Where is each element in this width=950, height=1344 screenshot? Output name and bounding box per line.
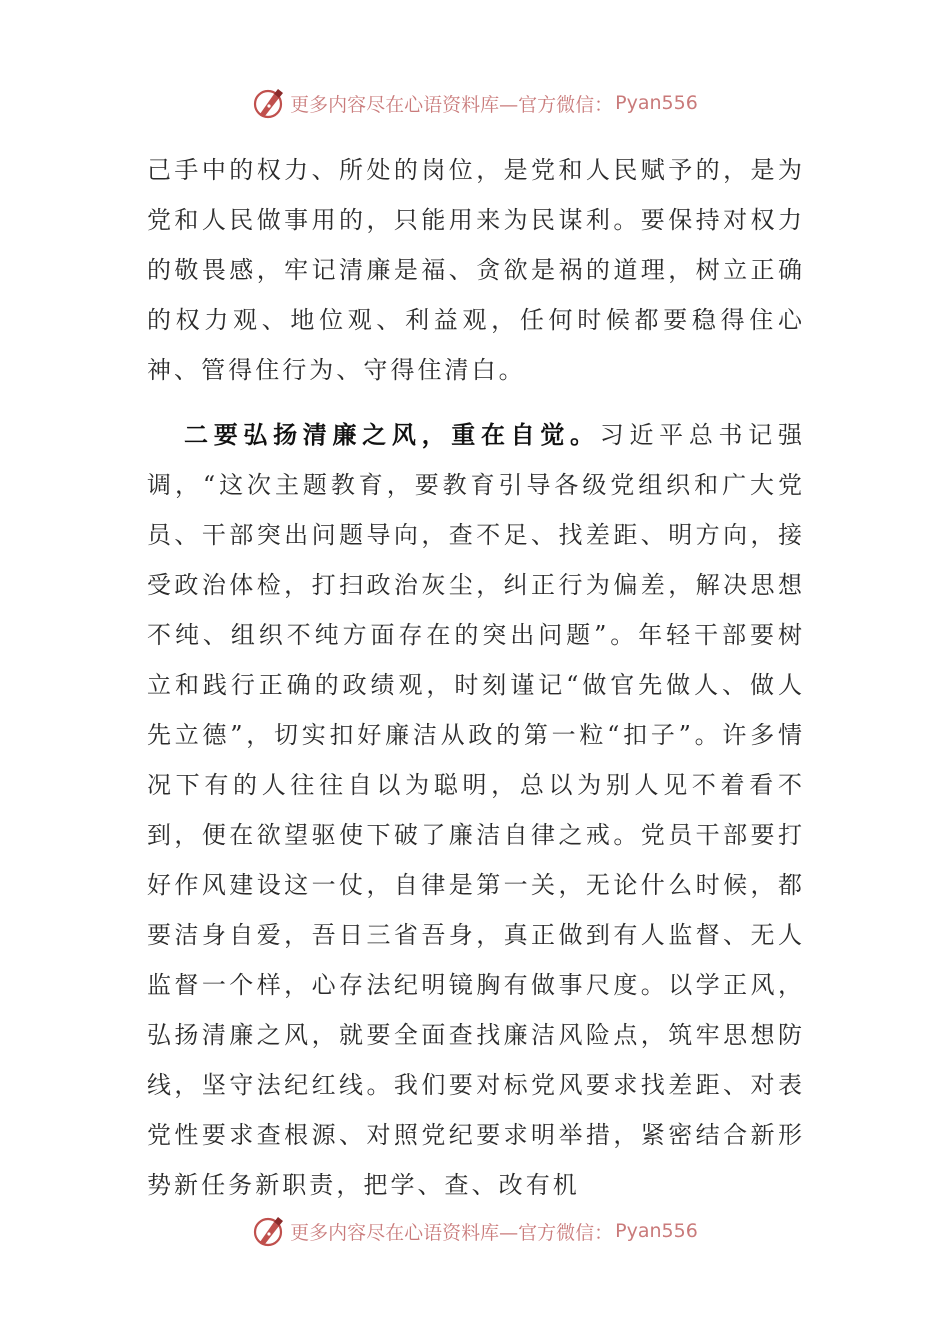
paragraph-2-lead: 二要弘扬清廉之风，重在自觉。: [184, 420, 600, 449]
paragraph-2-body: 习近平总书记强调，“这次主题教育，要教育引导各级党组织和广大党员、干部突出问题导向，查不足、找差距、明方向，接受政治体检，打扫政治灰尘，纠正行为偏差，解决思想不纯、组织不纯方面存在的突出问题”。年轻干部要树立和践行正确的政绩观，时刻谨记“做官先做人、做人先立德”，切实扣好廉洁从政的第一粒“扣子”。许多情况下有的人往往自以为聪明，总以为别人见不着看不到，便在欲望驱使下破了廉洁自律之戒。党员干部要打好作风建设这一仗，自律是第一关，无论什么时候，都要洁身自爱，吾日三省吾身，真正做到有人监督、无人监督一个样，心存法纪明镜胸有做事尺度。以学正风，弘扬清廉之风，就要全面查找廉洁风险点，筑牢思想防线，坚守法纪红线。我们要对标党风要求找差距、对表党性要求查根源、对照党纪要求明举措，紧密结合新形势新任务新职责，把学、查、改有机: [147, 421, 805, 1199]
paragraph-1: 己手中的权力、所处的岗位，是党和人民赋予的，是为党和人民做事用的，只能用来为民谋利。要保持对权力的敬畏感，牢记清廉是福、贪欲是祸的道理，树立正确的权力观、地位观、利益观，任何时候都要稳得住心神、管得住行为、守得住清白。: [147, 156, 805, 384]
paragraph-2: [147, 410, 805, 1210]
pen-nib-logo-icon: [252, 1214, 286, 1248]
document-body: [147, 145, 805, 1210]
header-banner-text: 更多内容尽在心语资料库—官方微信：: [290, 93, 614, 116]
header-banner-handle: Pyan556: [615, 92, 698, 114]
footer-banner-text: 更多内容尽在心语资料库—官方微信：: [290, 1221, 614, 1244]
footer-banner-handle: Pyan556: [615, 1220, 698, 1242]
header-banner: [0, 83, 950, 123]
pen-nib-logo-icon: [252, 86, 286, 120]
footer-banner: [0, 1211, 950, 1251]
